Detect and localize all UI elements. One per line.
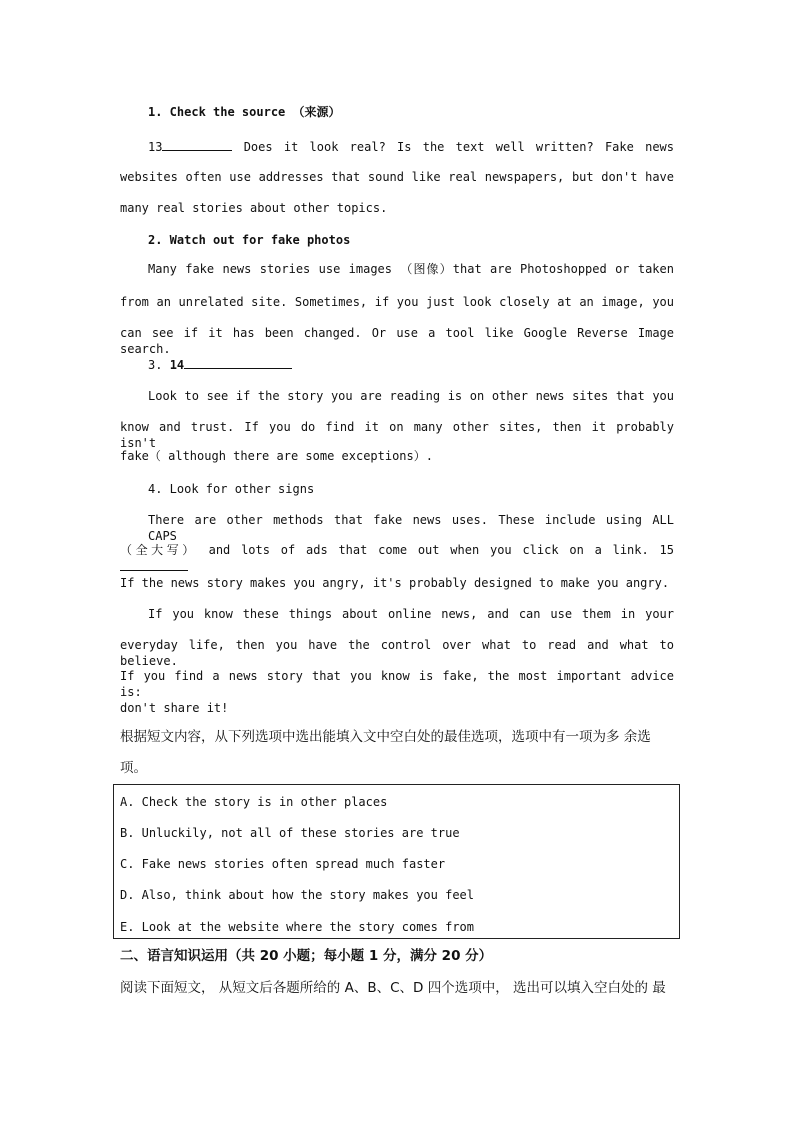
section1-line2: websites often use addresses that sound like real newspapers, but don't have	[120, 170, 674, 184]
section2-heading: 2. Watch out for fake photos	[148, 233, 351, 247]
option-c: C. Fake news stories often spread much faster	[120, 857, 446, 871]
section3-line3: fake（ although there are some exceptions）.	[120, 449, 433, 463]
conclusion-line4: don't share it!	[120, 701, 229, 715]
section1-heading: 1. Check the source （来源）	[148, 105, 341, 119]
instruction-line1: 根据短文内容，从下列选项中选出能填入文中空白处的最佳选项，选项中有一项为多 余选	[120, 729, 651, 745]
section2-line2: from an unrelated site. Sometimes, if you just look closely at an image, you	[120, 295, 674, 309]
section1-line3: many real stories about other topics.	[120, 201, 388, 215]
blank-13[interactable]	[162, 138, 232, 151]
part2-heading: 二、语言知识运用（共 20 小题；每小题 1 分，满分 20 分）	[120, 948, 493, 964]
section1-line1	[148, 138, 674, 155]
conclusion-line3: If you find a news story that you know is fake, the most important advice is:	[120, 669, 674, 699]
blank-13-number: 13	[148, 140, 163, 154]
blank-14[interactable]	[184, 356, 292, 369]
blank-15-number: 15	[659, 543, 674, 557]
section4-line2	[120, 542, 674, 575]
blank-15[interactable]	[120, 558, 188, 571]
option-b: B. Unluckily, not all of these stories are true	[120, 826, 460, 840]
section3-number: 3.	[148, 358, 163, 372]
blank-14-number: 14	[169, 358, 185, 372]
section4-heading: 4. Look for other signs	[148, 482, 315, 496]
conclusion-line2: everyday life, then you have the control over what to read and what to believe.	[120, 638, 674, 668]
section2-line1: Many fake news stories use images （图像）that are Photoshopped or taken	[148, 262, 674, 276]
section4-line2-text: （全大写） and lots of ads that come out when you click on a link.	[120, 543, 649, 557]
section4-line1: There are other methods that fake news uses. These include using ALL CAPS	[148, 513, 674, 543]
instruction-line2: 项。	[120, 760, 147, 776]
section2-line3: can see if it has been changed. Or use a tool like Google Reverse Image search.	[120, 326, 674, 356]
option-e: E. Look at the website where the story comes from	[120, 920, 475, 934]
section1-line1-text: Does it look real? Is the text well written? Fake news	[243, 140, 674, 154]
part2-instruction: 阅读下面短文， 从短文后各题所给的 A、B、C、D 四个选项中， 选出可以填入空白处的 最	[120, 980, 666, 996]
section3-line1: Look to see if the story you are reading is on other news sites that you	[148, 389, 674, 403]
section3-heading	[148, 356, 292, 373]
section4-line3: If the news story makes you angry, it's probably designed to make you angry.	[120, 576, 670, 590]
option-d: D. Also, think about how the story makes you feel	[120, 888, 475, 902]
conclusion-line1: If you know these things about online news, and can use them in your	[148, 607, 674, 621]
section3-line2: know and trust. If you do find it on many other sites, then it probably isn't	[120, 420, 674, 450]
option-a: A. Check the story is in other places	[120, 795, 388, 809]
